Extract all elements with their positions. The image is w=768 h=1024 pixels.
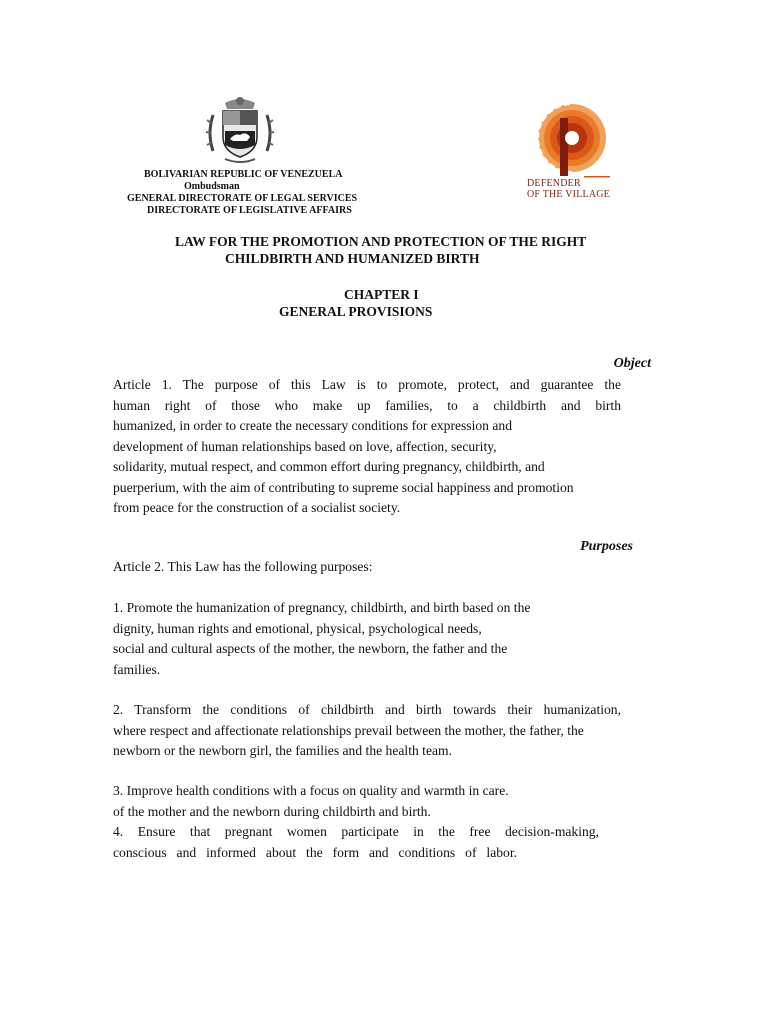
article2-intro	[113, 557, 621, 578]
law-title-line2: CHILDBIRTH AND HUMANIZED BIRTH	[225, 251, 480, 266]
law-title-line1: LAW FOR THE PROMOTION AND PROTECTION OF THE RIGHT	[175, 234, 587, 249]
logo-text-line1: DEFENDER	[527, 178, 581, 189]
article2-heading: Purposes	[580, 539, 633, 554]
text-line: 3. Improve health conditions with a focus on quality and warmth in care.	[113, 783, 509, 798]
text-line: dignity, human rights and emotional, physical, psychological needs,	[113, 620, 482, 636]
article1-heading: Object	[613, 356, 651, 371]
text-line: human right of those who make up families, to a childbirth and birth	[113, 397, 621, 413]
coat-of-arms-icon	[203, 93, 277, 165]
article2-item4	[113, 822, 599, 863]
chapter-number: CHAPTER I	[344, 287, 419, 302]
text-line: social and cultural aspects of the mother, the newborn, the father and the	[113, 641, 508, 656]
text-line: conscious and informed about the form and conditions of labor.	[113, 844, 517, 860]
logo-text-line2: OF THE VILLAGE	[527, 189, 610, 200]
text-line: development of human relationships based on love, affection, security,	[113, 438, 497, 454]
header-directorate-legal: GENERAL DIRECTORATE OF LEGAL SERVICES	[127, 193, 358, 204]
article2-item3	[113, 781, 621, 822]
article2-item2	[113, 700, 621, 762]
text-line: humanized, in order to create the necessary conditions for expression and	[113, 418, 512, 433]
header-directorate-legislative: DIRECTORATE OF LEGISLATIVE AFFAIRS	[147, 205, 352, 216]
article2-item1	[113, 598, 621, 680]
chapter-name: GENERAL PROVISIONS	[279, 304, 433, 319]
text-line: of the mother and the newborn during childbirth and birth.	[113, 803, 431, 819]
text-line: families.	[113, 661, 161, 677]
text-line: from peace for the construction of a socialist society.	[113, 500, 401, 515]
text-line: where respect and affectionate relationships prevail between the mother, the father, the	[113, 722, 584, 738]
text-line: puerperium, with the aim of contributing to supreme social happiness and promotion	[113, 479, 574, 495]
text-line: newborn or the newborn girl, the families and the health team.	[113, 743, 452, 758]
header-country: BOLIVARIAN REPUBLIC OF VENEZUELA	[144, 169, 343, 180]
text-line: Article 1. The purpose of this Law is to promote, protect, and guarantee the	[113, 377, 621, 392]
text-line: Article 2. This Law has the following purposes:	[113, 559, 373, 574]
header-office: Ombudsman	[184, 181, 240, 192]
text-line: 4. Ensure that pregnant women participate in the free decision-making,	[113, 824, 599, 839]
text-line: 1. Promote the humanization of pregnancy, childbirth, and birth based on the	[113, 600, 531, 615]
article1-paragraph	[113, 375, 621, 519]
text-line: solidarity, mutual respect, and common effort during pregnancy, childbirth, and	[113, 459, 545, 474]
text-line: 2. Transform the conditions of childbirth and birth towards their humanization,	[113, 702, 621, 717]
